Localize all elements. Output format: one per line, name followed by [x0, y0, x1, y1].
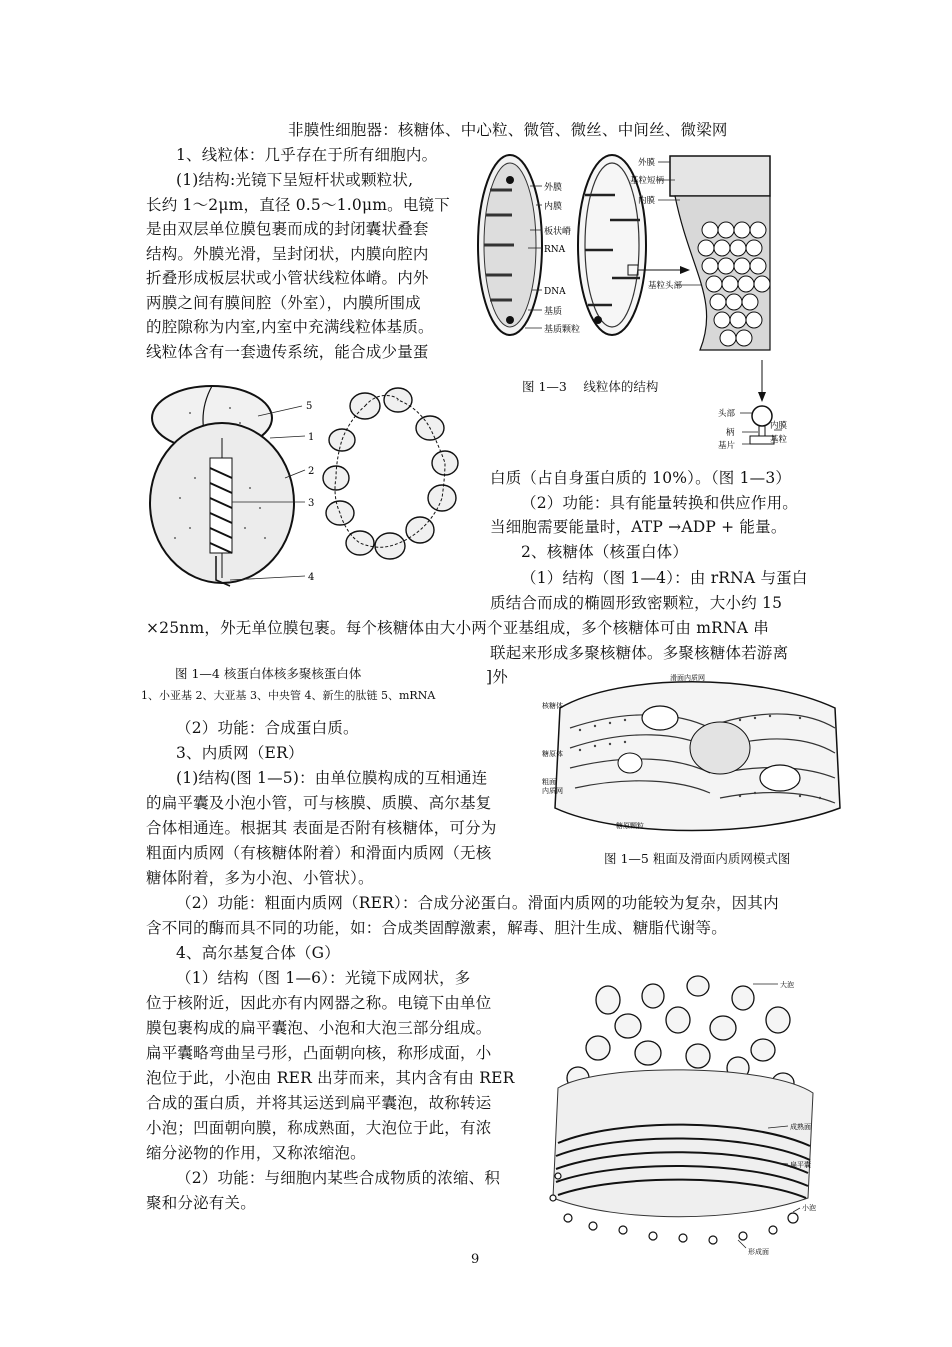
label-dna: DNA — [544, 287, 566, 297]
label-er: 内质网 — [542, 787, 563, 795]
label-matrix: 基质 — [544, 307, 563, 317]
text-line: 位于核附近，因此亦有内网器之称。电镜下由单位 — [146, 994, 492, 1012]
ribosome-figure — [140, 378, 480, 598]
text-line: 合成的蛋白质，并将其运送到扁平囊泡，故称转运 — [146, 1094, 492, 1112]
text-line: 两膜之间有膜间腔（外室），内膜所围成 — [146, 294, 421, 312]
label-inner-membrane-2: 内膜 — [638, 196, 656, 206]
text-line: 线粒体含有一套遗传系统，能合成少量蛋 — [146, 343, 429, 361]
text-line: 非膜性细胞器：核糖体、中心粒、微管、微丝、中间丝、微梁网 — [288, 121, 728, 139]
text-line: （2）功能：与细胞内某些合成物质的浓缩、积 — [176, 1169, 501, 1187]
figure-caption-1-3: 图 1—3 线粒体的结构 — [522, 379, 659, 394]
text-line: 的腔隙称为内室,内室中充满线粒体基质。 — [146, 318, 434, 336]
text-line: 联起来形成多聚核糖体。多聚核糖体若游离 — [490, 644, 789, 662]
label-elementary-particle: 基粒 — [770, 435, 788, 445]
er-figure — [540, 668, 850, 843]
text-line: 长约 1～2μm，直径 0.5～1.0μm。电镜下 — [146, 196, 450, 214]
figure-legend-1-4: 1、小亚基 2、大亚基 3、中央管 4、新生的肽链 5、mRNA — [141, 689, 436, 702]
text-line: 泡位于此，小泡由 RER 出芽而来，其内含有由 RER — [146, 1069, 515, 1087]
label-5: 5 — [306, 401, 313, 412]
text-line: 聚和分泌有关。 — [146, 1194, 256, 1212]
label-particle-stalk: 基粒短柄 — [630, 176, 665, 186]
text-line: （1）结构（图 1—4）：由 rRNA 与蛋白 — [521, 569, 808, 587]
text-line: （2）功能：具有能量转换和供应作用。 — [521, 494, 798, 512]
label-rough: 粗面 — [542, 778, 556, 786]
text-line: 缩分泌物的作用，又称浓缩泡。 — [146, 1144, 366, 1162]
label-crista: 板状嵴 — [544, 227, 572, 237]
label-glycogen-body: 糖原体 — [542, 750, 563, 758]
page-number: 9 — [471, 1252, 480, 1267]
section-heading-ribosome: 2、核糖体（核蛋白体） — [521, 543, 689, 561]
text-line: 粗面内质网（有核糖体附着）和滑面内质网（无核 — [146, 844, 492, 862]
label-flat-sac: 扁平囊 — [790, 1161, 811, 1169]
label-smooth-er: 滑面内质网 — [670, 674, 705, 682]
label-inner-membrane: 内膜 — [544, 202, 563, 212]
text-line: 白质（占自身蛋白质的 10%）。（图 1—3） — [490, 469, 792, 487]
label-large-vacuole: 大泡 — [780, 981, 794, 989]
label-head: 头部 — [718, 409, 736, 419]
text-line: （2）功能：粗面内质网（RER）：合成分泌蛋白。滑面内质网的功能较为复杂，因其内 — [176, 894, 779, 912]
section-heading-golgi: 4、高尔基复合体（G） — [176, 944, 340, 962]
text-line: 的扁平囊及小泡小管，可与核膜、质膜、高尔基复 — [146, 794, 492, 812]
section-heading-mitochondria: 1、线粒体：几乎存在于所有细胞内。 — [176, 146, 438, 164]
label-base-plate: 基片 — [718, 441, 736, 451]
label-outer-membrane-2: 外膜 — [638, 158, 656, 168]
text-line: 糖体附着，多为小泡、小管状）。 — [146, 869, 374, 887]
text-line: ×25nm，外无单位膜包裹。每个核糖体由大小两个亚基组成，多个核糖体可由 mRNA 串 — [146, 619, 769, 637]
label-outer-membrane: 外膜 — [544, 183, 563, 193]
golgi-figure — [538, 968, 838, 1258]
text-line: 合体相通连。根据其 表面是否附有核糖体，可分为 — [146, 819, 497, 837]
figure-caption-1-5: 图 1—5 粗面及滑面内质网模式图 — [604, 851, 791, 866]
text-line: (1)结构(图 1—5)：由单位膜构成的互相通连 — [176, 769, 488, 787]
mitochondrion-figure — [470, 150, 790, 460]
label-ribosome: 核糖体 — [542, 702, 563, 710]
label-3: 3 — [308, 498, 315, 509]
text-line: 是由双层单位膜包裹而成的封闭囊状叠套 — [146, 220, 429, 238]
label-matrix-granule: 基质颗粒 — [544, 325, 581, 335]
label-stalk: 柄 — [726, 428, 735, 438]
label-forming-face: 形成面 — [748, 1248, 769, 1256]
label-inner-membrane-3: 内膜 — [770, 421, 788, 431]
text-line: 折叠形成板层状或小管状线粒体嵴。内外 — [146, 269, 429, 287]
text-line: (1)结构:光镜下呈短杆状或颗粒状, — [176, 171, 414, 189]
text-line: （1）结构（图 1—6）：光镜下成网状，多 — [176, 969, 471, 987]
text-line: 含不同的酶而具不同的功能，如：合成类固醇激素，解毒、胆汁生成、糖脂代谢等。 — [146, 919, 727, 937]
label-small-vesicle: 小泡 — [802, 1204, 816, 1212]
label-rna: RNA — [544, 245, 566, 255]
label-glycogen-granule: 糖原颗粒 — [616, 822, 644, 830]
figure-caption-1-4: 图 1—4 核蛋白体核多聚核蛋白体 — [175, 666, 362, 681]
text-line: 膜包裹构成的扁平囊泡、小泡和大泡三部分组成。 — [146, 1019, 492, 1037]
text-line: （2）功能：合成蛋白质。 — [176, 719, 359, 737]
text-line: ]外 — [486, 668, 508, 686]
label-mature-face: 成熟面 — [790, 1123, 811, 1131]
text-line: 当细胞需要能量时，ATP →ADP + 能量。 — [490, 518, 787, 536]
text-line: 小泡；凹面朝向膜，称成熟面，大泡位于此，有浓 — [146, 1119, 492, 1137]
label-1: 1 — [308, 432, 315, 443]
text-line: 质结合而成的椭圆形致密颗粒，大小约 15 — [490, 594, 783, 612]
label-2: 2 — [308, 466, 315, 477]
text-line: 扁平囊略弯曲呈弓形，凸面朝向核，称形成面，小 — [146, 1044, 492, 1062]
label-particle-head: 基粒头部 — [648, 281, 683, 291]
section-heading-er: 3、内质网（ER） — [176, 744, 304, 762]
label-4: 4 — [308, 572, 315, 583]
text-line: 结构。外膜光滑，呈封闭状，内膜向腔内 — [146, 245, 429, 263]
